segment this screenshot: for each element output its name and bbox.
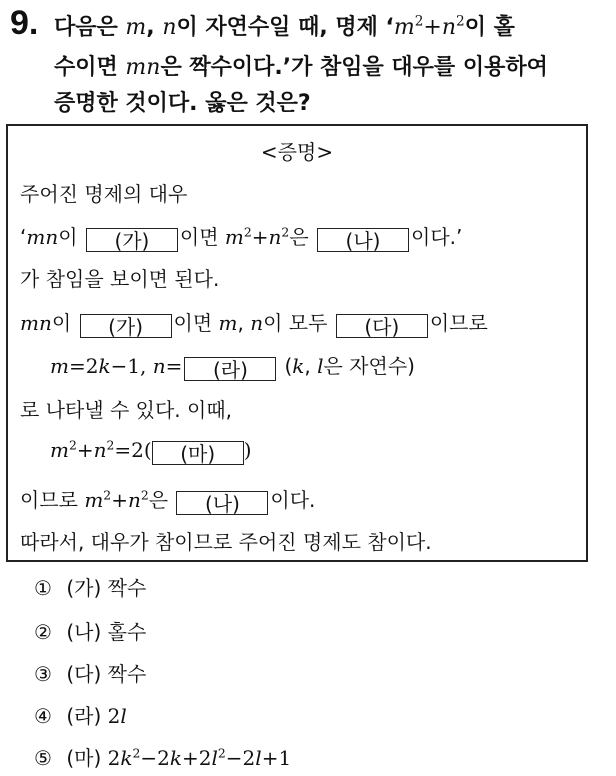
- text: 이 모두: [263, 311, 328, 335]
- blank-da: (다): [336, 314, 428, 338]
- choice-number: ④: [34, 704, 52, 728]
- comma: ,: [237, 311, 251, 335]
- text: 이면: [173, 311, 219, 335]
- var-k: k: [120, 746, 133, 770]
- minus-one: −1,: [110, 354, 153, 378]
- var-m: m: [50, 438, 69, 462]
- choice-4[interactable]: [34, 700, 127, 729]
- choice-2[interactable]: [34, 616, 146, 645]
- text: 은 자연수): [323, 354, 415, 378]
- proof-line-4: [20, 307, 488, 338]
- choice-label: (다): [66, 662, 102, 686]
- exponent: 2: [281, 224, 290, 240]
- var-mn: mn: [20, 311, 52, 335]
- var-m: m: [84, 488, 104, 512]
- q-var-n: n: [162, 15, 177, 40]
- choice-1[interactable]: [34, 572, 146, 601]
- term: +2: [182, 746, 212, 770]
- var-k: k: [169, 746, 183, 770]
- equals-two: =2(: [114, 438, 152, 462]
- exponent: 2: [243, 224, 252, 240]
- var-k: k: [98, 354, 111, 378]
- proof-line-7: [50, 438, 252, 465]
- var-n: n: [250, 311, 264, 335]
- term: +1: [261, 746, 292, 770]
- proof-line-6: 로 나타낼 수 있다. 이때,: [20, 398, 233, 422]
- plus: +: [251, 225, 269, 249]
- choice-label: (마): [66, 746, 102, 770]
- choice-number: ⑤: [34, 746, 52, 770]
- text: 이므로: [429, 311, 488, 335]
- proof-line-5: [50, 350, 415, 381]
- blank-ra: (라): [184, 357, 276, 381]
- var-k: k: [292, 354, 305, 378]
- blank-na: (나): [317, 228, 409, 252]
- choice-5[interactable]: [34, 742, 291, 771]
- q-exponent: 2: [456, 13, 465, 30]
- exponent: 2: [140, 487, 149, 503]
- var-m: m: [218, 311, 238, 335]
- paren-close: ): [243, 438, 252, 462]
- question-number: 9.: [10, 4, 39, 42]
- choice-number: ③: [34, 662, 52, 686]
- q-text: 이 홀: [464, 15, 515, 40]
- plus: +: [111, 488, 128, 512]
- choice-label: (가): [66, 576, 102, 600]
- text: 이: [51, 311, 72, 335]
- var-n: n: [127, 488, 141, 512]
- var-m: m: [50, 354, 69, 378]
- proof-line-2: [20, 221, 462, 252]
- question-line-2: [54, 50, 548, 81]
- exponent: 2: [103, 487, 112, 503]
- exponent: 2: [132, 745, 141, 761]
- equals: =: [165, 354, 183, 378]
- choice-number: ①: [34, 576, 52, 600]
- var-l: l: [317, 354, 324, 378]
- q-var-n: n: [441, 15, 457, 40]
- choice-number: ②: [34, 620, 52, 644]
- q-text: ,: [146, 15, 163, 40]
- term: 2: [107, 746, 121, 770]
- term: −2: [140, 746, 170, 770]
- choice-answer: 짝수: [107, 662, 147, 686]
- quote-open: ‘: [20, 225, 27, 249]
- term: −2: [225, 746, 256, 770]
- exponent: 2: [217, 745, 226, 761]
- q-text: 이 자연수일 때, 명제 ‘: [176, 15, 394, 40]
- blank-ga: (가): [80, 314, 172, 338]
- choice-answer: 짝수: [107, 576, 147, 600]
- var-l: l: [211, 746, 218, 770]
- choice-answer-coef: 2: [107, 704, 121, 728]
- proof-line-8: [20, 484, 315, 515]
- exponent: 2: [106, 437, 115, 453]
- paren: (: [284, 354, 293, 378]
- q-exponent: 2: [414, 13, 424, 30]
- q-var-m: m: [393, 15, 415, 40]
- proof-box: [6, 124, 588, 562]
- blank-ga: (가): [86, 228, 178, 252]
- var-n: n: [268, 225, 282, 249]
- question-line-1: [54, 10, 515, 41]
- text: 이다.’: [411, 225, 463, 249]
- var-n: n: [152, 354, 166, 378]
- text: 은: [148, 488, 169, 512]
- blank-ma: (마): [152, 441, 244, 465]
- comma: ,: [304, 354, 318, 378]
- q-var-mn: mn: [125, 55, 161, 80]
- equals: =2: [68, 354, 99, 378]
- question-line-3: 증명한 것이다. 옳은 것은?: [54, 91, 311, 116]
- choice-3[interactable]: [34, 658, 146, 687]
- blank-na: (나): [176, 491, 268, 515]
- choice-answer-var: l: [120, 704, 127, 728]
- text: 은: [289, 225, 309, 249]
- text: 이: [58, 225, 78, 249]
- choice-label: (라): [66, 704, 102, 728]
- choice-answer: 홀수: [107, 620, 147, 644]
- exponent: 2: [68, 437, 77, 453]
- q-var-m: m: [125, 15, 147, 40]
- q-text: 수이면: [54, 55, 126, 80]
- var-l: l: [255, 746, 262, 770]
- choice-label: (나): [66, 620, 102, 644]
- q-plus: +: [423, 15, 442, 40]
- var-m: m: [224, 225, 244, 249]
- text: 이면: [179, 225, 225, 249]
- proof-line-9: 따라서, 대우가 참이므로 주어진 명제도 참이다.: [20, 530, 432, 554]
- text: 이다.: [270, 488, 316, 512]
- proof-title: <증명>: [260, 140, 334, 164]
- q-text: 은 짝수이다.’가 참임을 대우를 이용하여: [160, 55, 548, 80]
- proof-line-3: 가 참임을 보이면 된다.: [20, 267, 220, 291]
- q-text: 다음은: [54, 15, 126, 40]
- text: 이므로: [20, 488, 85, 512]
- var-mn: mn: [26, 225, 59, 249]
- plus: +: [76, 438, 94, 462]
- proof-line-1: 주어진 명제의 대우: [20, 182, 188, 206]
- var-n: n: [93, 438, 107, 462]
